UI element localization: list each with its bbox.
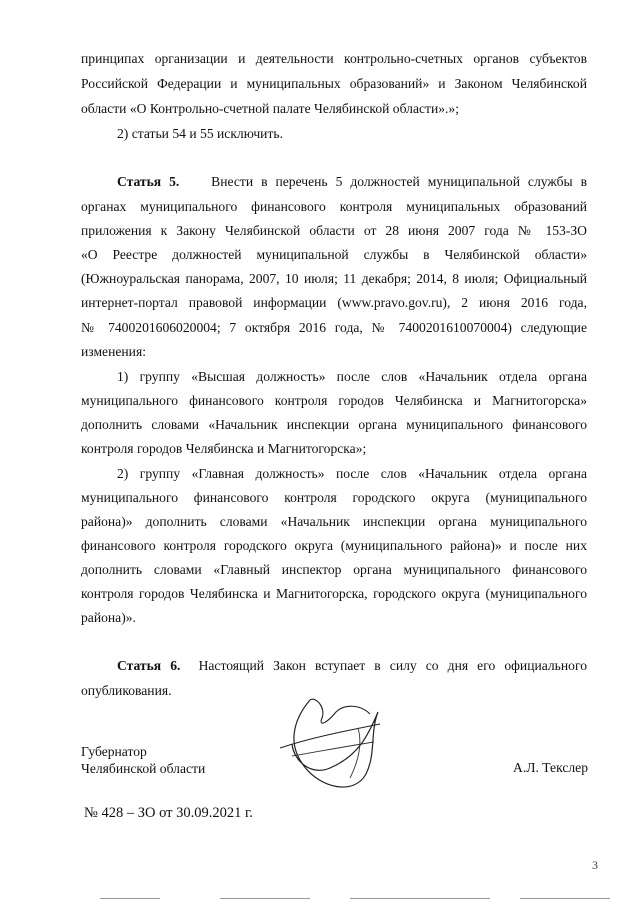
page-bottom-divider — [100, 898, 620, 900]
article-5-item-2-line-6: контроля городов Челябинска и Магнитогорска, городского округа (муниципального — [81, 586, 587, 601]
article-5-item-1-line-3: дополнить словами «Начальник инспекции органа муниципального финансового — [81, 417, 587, 432]
handwritten-signature — [270, 692, 390, 800]
article-5-item-1-line-2: муниципального финансового контроля городов Челябинска и Магнитогорска» — [81, 393, 587, 408]
continuation-line-2: Российской Федерации и муниципальных образований» и Законом Челябинской — [81, 76, 587, 91]
article-5-item-2-line-2: муниципального финансового контроля городского округа (муниципального — [81, 490, 587, 505]
signatory-title-line-2: Челябинской области — [81, 761, 206, 776]
article-5-item-2-line-3: района)» дополнить словами «Начальник инспекции органа муниципального — [81, 514, 587, 529]
article-5-item-2-line-7: района)». — [81, 610, 136, 625]
article-5-text-5: (Южноуральская панорама, 2007, 10 июля; 11 декабря; 2014, 8 июля; Официальный — [81, 271, 587, 286]
article-5-text-7: № 7400201606020004; 7 октября 2016 года, № 7400201610070004) следующие — [81, 320, 587, 335]
article-5-text-3: приложения к Закону Челябинской области от 28 июня 2007 года № 153-ЗО — [81, 223, 587, 238]
page-number: 3 — [592, 858, 598, 872]
article-5-text-2: органах муниципального финансового контроля муниципальных образований — [81, 199, 587, 214]
article-5-text-1: Внести в перечень 5 должностей муниципальной службы в — [211, 174, 588, 189]
article-5-item-1-line-1: 1) группу «Высшая должность» после слов «Начальник отдела органа — [117, 369, 587, 384]
continuation-line-1: принципах организации и деятельности контрольно-счетных органов субъектов — [81, 51, 587, 66]
article-5-text-6: интернет-портал правовой информации (www.pravo.gov.ru), 2 июня 2016 года, — [81, 295, 587, 310]
signatory-name: А.Л. Текслер — [513, 760, 588, 775]
article-5-first-line — [117, 172, 587, 192]
law-reference-number: № 428 – ЗО от 30.09.2021 г. — [84, 805, 253, 821]
article-6-heading: Статья 6. — [117, 658, 181, 673]
article-5-text-8: изменения: — [81, 344, 146, 359]
article-6-text-1: Настоящий Закон вступает в силу со дня его официального — [198, 658, 587, 673]
continuation-line-3: области «О Контрольно-счетной палате Челябинской области».»; — [81, 101, 459, 116]
article-5-item-2-line-4: финансового контроля городского округа (муниципального района)» и после них — [81, 538, 587, 553]
article-5-item-2-line-1: 2) группу «Главная должность» после слов «Начальник отдела органа — [117, 466, 587, 481]
article-5-text-4: «О Реестре должностей муниципальной службы в Челябинской области» — [81, 247, 587, 262]
article-5-heading: Статья 5. — [117, 174, 180, 189]
article-6-text-2: опубликования. — [81, 683, 172, 698]
signatory-title-line-1: Губернатор — [81, 744, 147, 759]
item-2-delete-articles: 2) статьи 54 и 55 исключить. — [117, 126, 283, 141]
article-6-first-line — [117, 656, 587, 676]
article-5-item-2-line-5: дополнить словами «Главный инспектор органа муниципального финансового — [81, 562, 587, 577]
article-5-item-1-line-4: контроля городов Челябинска и Магнитогорска»; — [81, 441, 367, 456]
